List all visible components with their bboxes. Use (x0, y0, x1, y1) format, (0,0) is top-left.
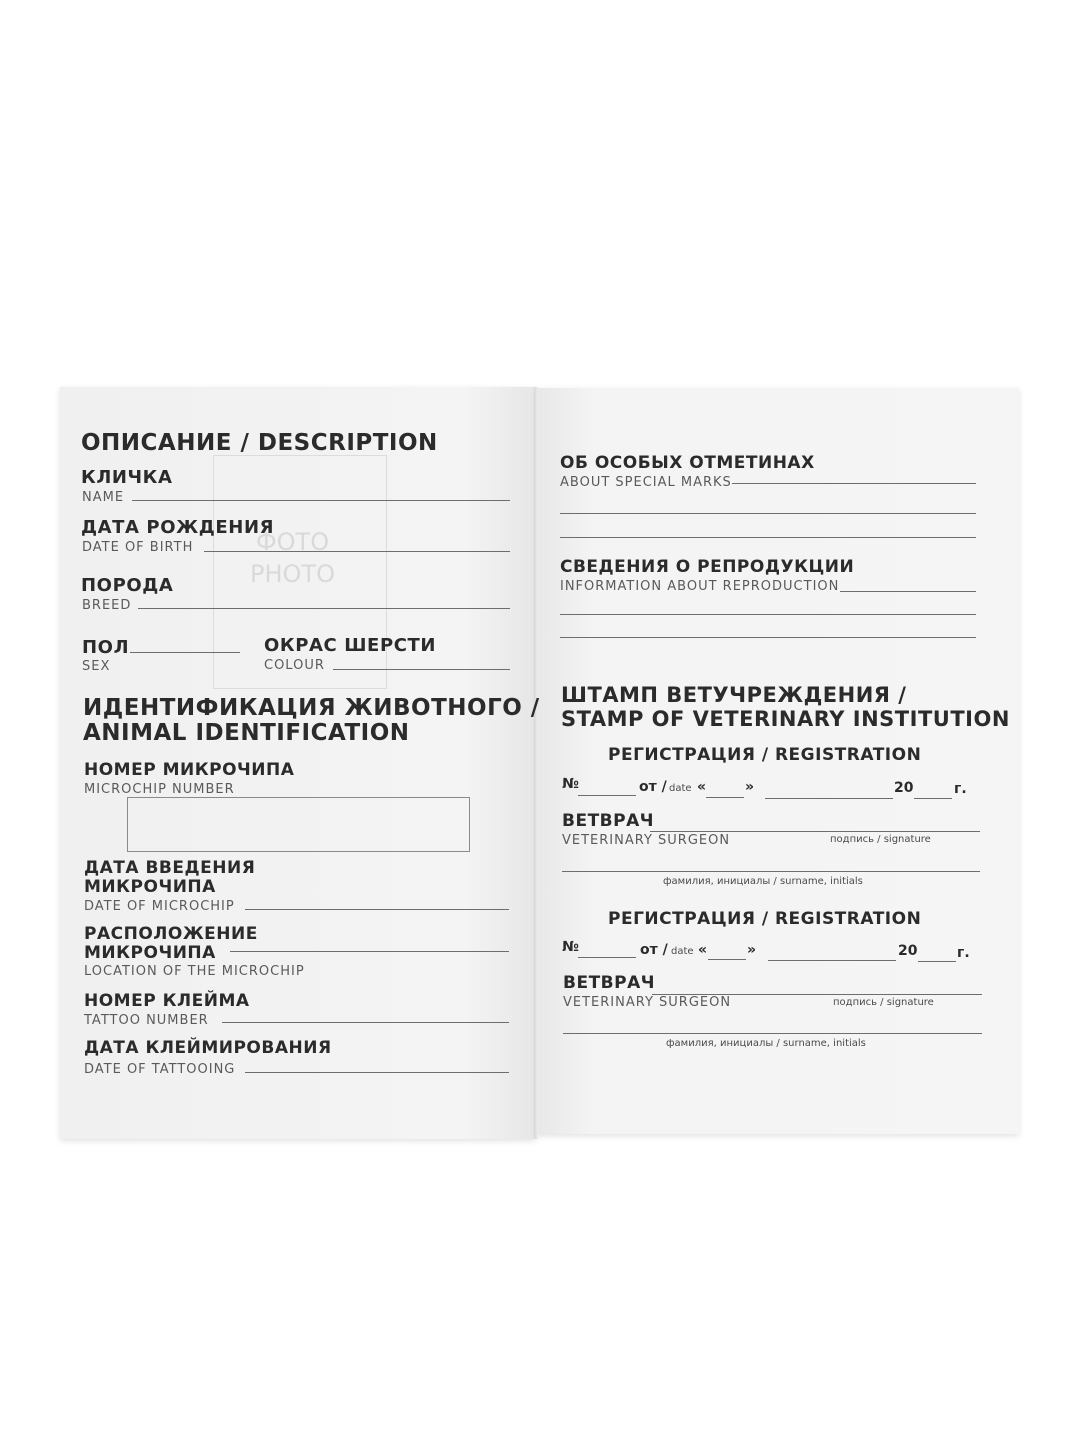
registration-1-from: от / (639, 779, 667, 795)
name-label-en: NAME (82, 490, 125, 505)
registration-1-signature-field[interactable] (650, 831, 980, 832)
reproduction-label: СВЕДЕНИЯ О РЕПРОДУКЦИИ (560, 557, 855, 577)
breed-label: ПОРОДА (81, 575, 174, 596)
registration-2-number-field[interactable] (578, 957, 636, 958)
registration-2-number-sign: № (562, 939, 579, 955)
registration-2-month-field[interactable] (768, 960, 896, 961)
registration-1-close-quote: » (745, 779, 755, 795)
booklet-spine (534, 387, 538, 1139)
photo-label-en: PHOTO (250, 560, 335, 588)
registration-1-number-field[interactable] (578, 795, 636, 796)
tattoo-label-en: TATTOO NUMBER (84, 1013, 209, 1028)
reproduction-field-2[interactable] (560, 614, 976, 615)
registration-2-date-label: date (671, 946, 694, 957)
registration-2-open-quote: « (698, 942, 708, 958)
breed-field[interactable] (138, 608, 510, 609)
reproduction-field-1[interactable] (840, 591, 976, 592)
registration-2-year-suffix: г. (957, 945, 970, 961)
dob-field[interactable] (204, 551, 510, 552)
registration-1-number-sign: № (562, 776, 579, 792)
dob-label: ДАТА РОЖДЕНИЯ (81, 517, 275, 538)
registration-1-vet-label: ВЕТВРАЧ (562, 811, 654, 831)
chip-date-label-line2: МИКРОЧИПА (84, 877, 216, 897)
chip-location-label-en: LOCATION OF THE MICROCHIP (84, 964, 305, 979)
registration-1-signature-caption: подпись / signature (830, 834, 931, 845)
dob-label-en: DATE OF BIRTH (82, 540, 194, 555)
chip-location-label-line2: МИКРОЧИПА (84, 943, 216, 963)
chip-location-field[interactable] (230, 951, 509, 952)
photo-label-ru: ФОТО (256, 528, 330, 556)
description-title: ОПИСАНИЕ / DESCRIPTION (81, 430, 438, 456)
registration-1-surname-field[interactable] (562, 871, 980, 872)
registration-2-from: от / (640, 942, 668, 958)
special-marks-field-1[interactable] (732, 483, 976, 484)
registration-2-title: РЕГИСТРАЦИЯ / REGISTRATION (608, 909, 922, 929)
registration-1-date-label: date (669, 783, 692, 794)
tattoo-date-field[interactable] (245, 1072, 509, 1073)
tattoo-field[interactable] (222, 1022, 509, 1023)
breed-label-en: BREED (82, 598, 132, 613)
registration-2-signature-field[interactable] (652, 994, 982, 995)
registration-2-surname-field[interactable] (563, 1033, 982, 1034)
stamp-title-line2: STAMP OF VETERINARY INSTITUTION (561, 707, 1010, 731)
colour-label-en: COLOUR (264, 658, 325, 673)
registration-2-day-field[interactable] (708, 959, 746, 960)
registration-2-vet-label-en: VETERINARY SURGEON (563, 995, 732, 1010)
microchip-label: НОМЕР МИКРОЧИПА (84, 760, 295, 780)
stamp-title-line1: ШТАМП ВЕТУЧРЕЖДЕНИЯ / (561, 683, 907, 707)
registration-1-month-field[interactable] (765, 798, 893, 799)
chip-date-label-en: DATE OF MICROCHIP (84, 899, 235, 914)
microchip-sticker-box[interactable] (127, 797, 470, 852)
special-marks-label: ОБ ОСОБЫХ ОТМЕТИНАХ (560, 453, 815, 473)
name-field[interactable] (132, 500, 510, 501)
registration-1-title: РЕГИСТРАЦИЯ / REGISTRATION (608, 745, 922, 765)
registration-2-vet-label: ВЕТВРАЧ (563, 973, 655, 993)
identification-title-line1: ИДЕНТИФИКАЦИЯ ЖИВОТНОГО / (83, 695, 540, 721)
tattoo-date-label: ДАТА КЛЕЙМИРОВАНИЯ (84, 1038, 332, 1058)
registration-2-year-field[interactable] (918, 961, 956, 962)
registration-2-year-prefix: 20 (898, 943, 918, 959)
colour-field[interactable] (333, 669, 510, 670)
colour-label: ОКРАС ШЕРСТИ (264, 635, 437, 656)
sex-label: ПОЛ (82, 637, 130, 658)
microchip-label-en: MICROCHIP NUMBER (84, 782, 235, 797)
registration-1-vet-label-en: VETERINARY SURGEON (562, 833, 731, 848)
name-label: КЛИЧКА (81, 467, 173, 488)
registration-1-open-quote: « (697, 779, 707, 795)
registration-1-year-suffix: г. (954, 781, 967, 797)
chip-location-label-line1: РАСПОЛОЖЕНИЕ (84, 924, 258, 944)
special-marks-label-en: ABOUT SPECIAL MARKS (560, 475, 732, 490)
reproduction-label-en: INFORMATION ABOUT REPRODUCTION (560, 579, 840, 594)
sex-field[interactable] (130, 652, 240, 653)
registration-1-surname-caption: фамилия, инициалы / surname, initials (663, 876, 863, 887)
registration-2-signature-caption: подпись / signature (833, 997, 934, 1008)
tattoo-label: НОМЕР КЛЕЙМА (84, 991, 250, 1011)
special-marks-field-2[interactable] (560, 513, 976, 514)
sex-label-en: SEX (82, 659, 111, 674)
registration-1-year-prefix: 20 (894, 780, 914, 796)
registration-2-surname-caption: фамилия, инициалы / surname, initials (666, 1038, 866, 1049)
tattoo-date-label-en: DATE OF TATTOOING (84, 1062, 236, 1077)
identification-title-line2: ANIMAL IDENTIFICATION (83, 720, 410, 746)
registration-1-year-field[interactable] (914, 798, 952, 799)
chip-date-label-line1: ДАТА ВВЕДЕНИЯ (84, 858, 256, 878)
registration-1-day-field[interactable] (706, 797, 744, 798)
reproduction-field-3[interactable] (560, 637, 976, 638)
chip-date-field[interactable] (245, 909, 509, 910)
registration-2-close-quote: » (747, 942, 757, 958)
special-marks-field-3[interactable] (560, 537, 976, 538)
